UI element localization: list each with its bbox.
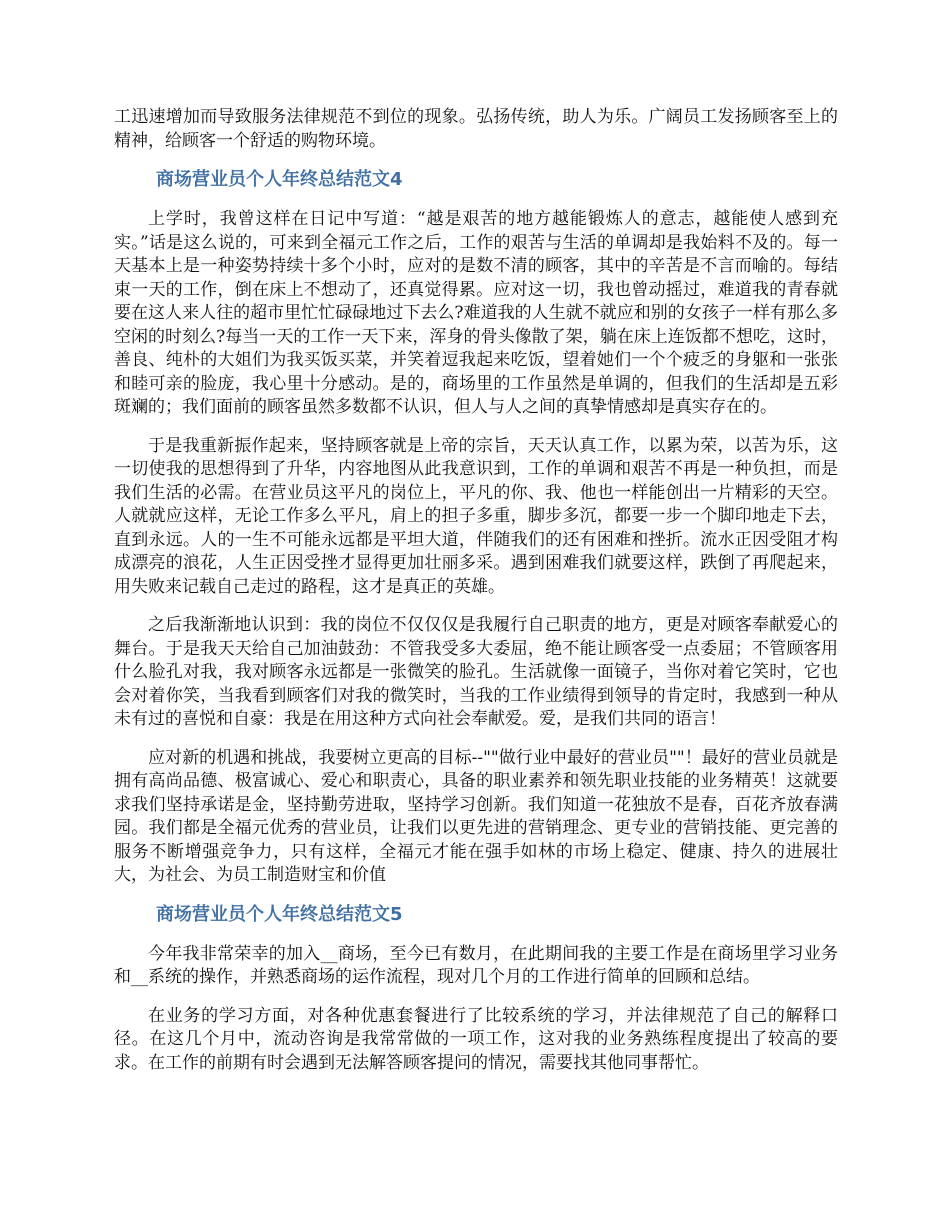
section-4-paragraph-3: 之后我渐渐地认识到：我的岗位不仅仅仅是我履行自己职责的地方，更是对顾客奉献爱心的舞台。于是我天天给自己加油鼓劲：不管我受多大委屈，绝不能让顾客受一点委屈；不管顾客用什么脸孔对我，我对顾客永远都是一张微笑的脸孔。生活就像一面镜子，当你对着它笑时，它也会对着你笑，当我看到顾客们对我的微笑时，当我的工作业绩得到领导的肯定时，我感到一种从未有过的喜悦和自豪：我是在用这种方式向社会奉献爱。爱，是我们共同的语言！ (114, 615, 838, 729)
section-4-paragraph-1: 上学时，我曾这样在日记中写道：“越是艰苦的地方越能锻炼人的意志，越能使人感到充实。”话是这么说的，可来到全福元工作之后，工作的艰苦与生活的单调却是我始料不及的。每一天基本上是一种姿势持续十多个小时，应对的是数不清的顾客，其中的辛苦是不言而喻的。每结束一天的工作，倒在床上不想动了，还真觉得累。应对这一切，我也曾动摇过，难道我的青春就要在这人来人往的超市里忙忙碌碌地过下去么?难道我的人生就不就应和别的女孩子一样有那么多空闲的时刻么?每当一天的工作一天下来，浑身的骨头像散了架，躺在床上连饭都不想吃，这时，善良、纯朴的大姐们为我买饭买菜，并笑着逗我起来吃饭，望着她们一个个疲乏的身躯和一张张和睦可亲的脸庞，我心里十分感动。是的，商场里的工作虽然是单调的，但我们的生活却是五彩斑斓的；我们面前的顾客虽然多数都不认识，但人与人之间的真挚情感却是真实存在的。 (114, 209, 838, 417)
section-4-paragraph-4: 应对新的机遇和挑战，我要树立更高的目标--""做行业中最好的营业员""！最好的营业员就是拥有高尚品德、极富诚心、爱心和职责心，具备的职业素养和领先职业技能的业务精英！这就要求我们坚持承诺是金，坚持勤劳进取，坚持学习创新。我们知道一花独放不是春，百花齐放春满园。我们都是全福元优秀的营业员，让我们以更先进的营销理念、更专业的营销技能、更完善的服务不断增强竞争力，只有这样，全福元才能在强手如林的市场上稳定、健康、持久的进展壮大，为社会、为员工制造财宝和价值 (114, 747, 838, 885)
section-5-paragraph-2: 在业务的学习方面，对各种优惠套餐进行了比较系统的学习，并法律规范了自己的解释口径。在这几个月中，流动咨询是我常常做的一项工作，这对我的业务熟练程度提出了较高的要求。在工作的前期有时会遇到无法解答顾客提问的情况，需要找其他同事帮忙。 (114, 1005, 838, 1073)
intro-paragraph: 工迅速增加而导致服务法律规范不到位的现象。弘扬传统，助人为乐。广阔员工发扬顾客至上的精神，给顾客一个舒适的购物环境。 (114, 107, 838, 151)
section-5-heading: 商场营业员个人年终总结范文5 (156, 903, 403, 925)
document-page (114, 106, 838, 1090)
section-5-paragraph-1: 今年我非常荣幸的加入__商场，至今已有数月，在此期间我的主要工作是在商场里学习业务和__系统的操作，并熟悉商场的运作流程，现对几个月的工作进行简单的回顾和总结。 (114, 943, 838, 987)
section-4-heading: 商场营业员个人年终总结范文4 (156, 169, 403, 190)
section-4-paragraph-2: 于是我重新振作起来，坚持顾客就是上帝的宗旨，天天认真工作，以累为荣，以苦为乐，这一切使我的思想得到了升华，内容地图从此我意识到，工作的单调和艰苦不再是一种负担，而是我们生活的必需。在营业员这平凡的岗位上，平凡的你、我、他也一样能创出一片精彩的天空。人就就应这样，无论工作多么平凡，肩上的担子多重，脚步多沉，都要一步一个脚印地走下去，直到永远。人的一生不可能永远都是平坦大道，伴随我们的还有困难和挫折。流水正因受阻才构成漂亮的浪花，人生正因受挫才显得更加壮丽多采。遇到困难我们就要这样，跌倒了再爬起来，用失败来记载自己走过的路程，这才是真正的英雄。 (114, 435, 838, 597)
